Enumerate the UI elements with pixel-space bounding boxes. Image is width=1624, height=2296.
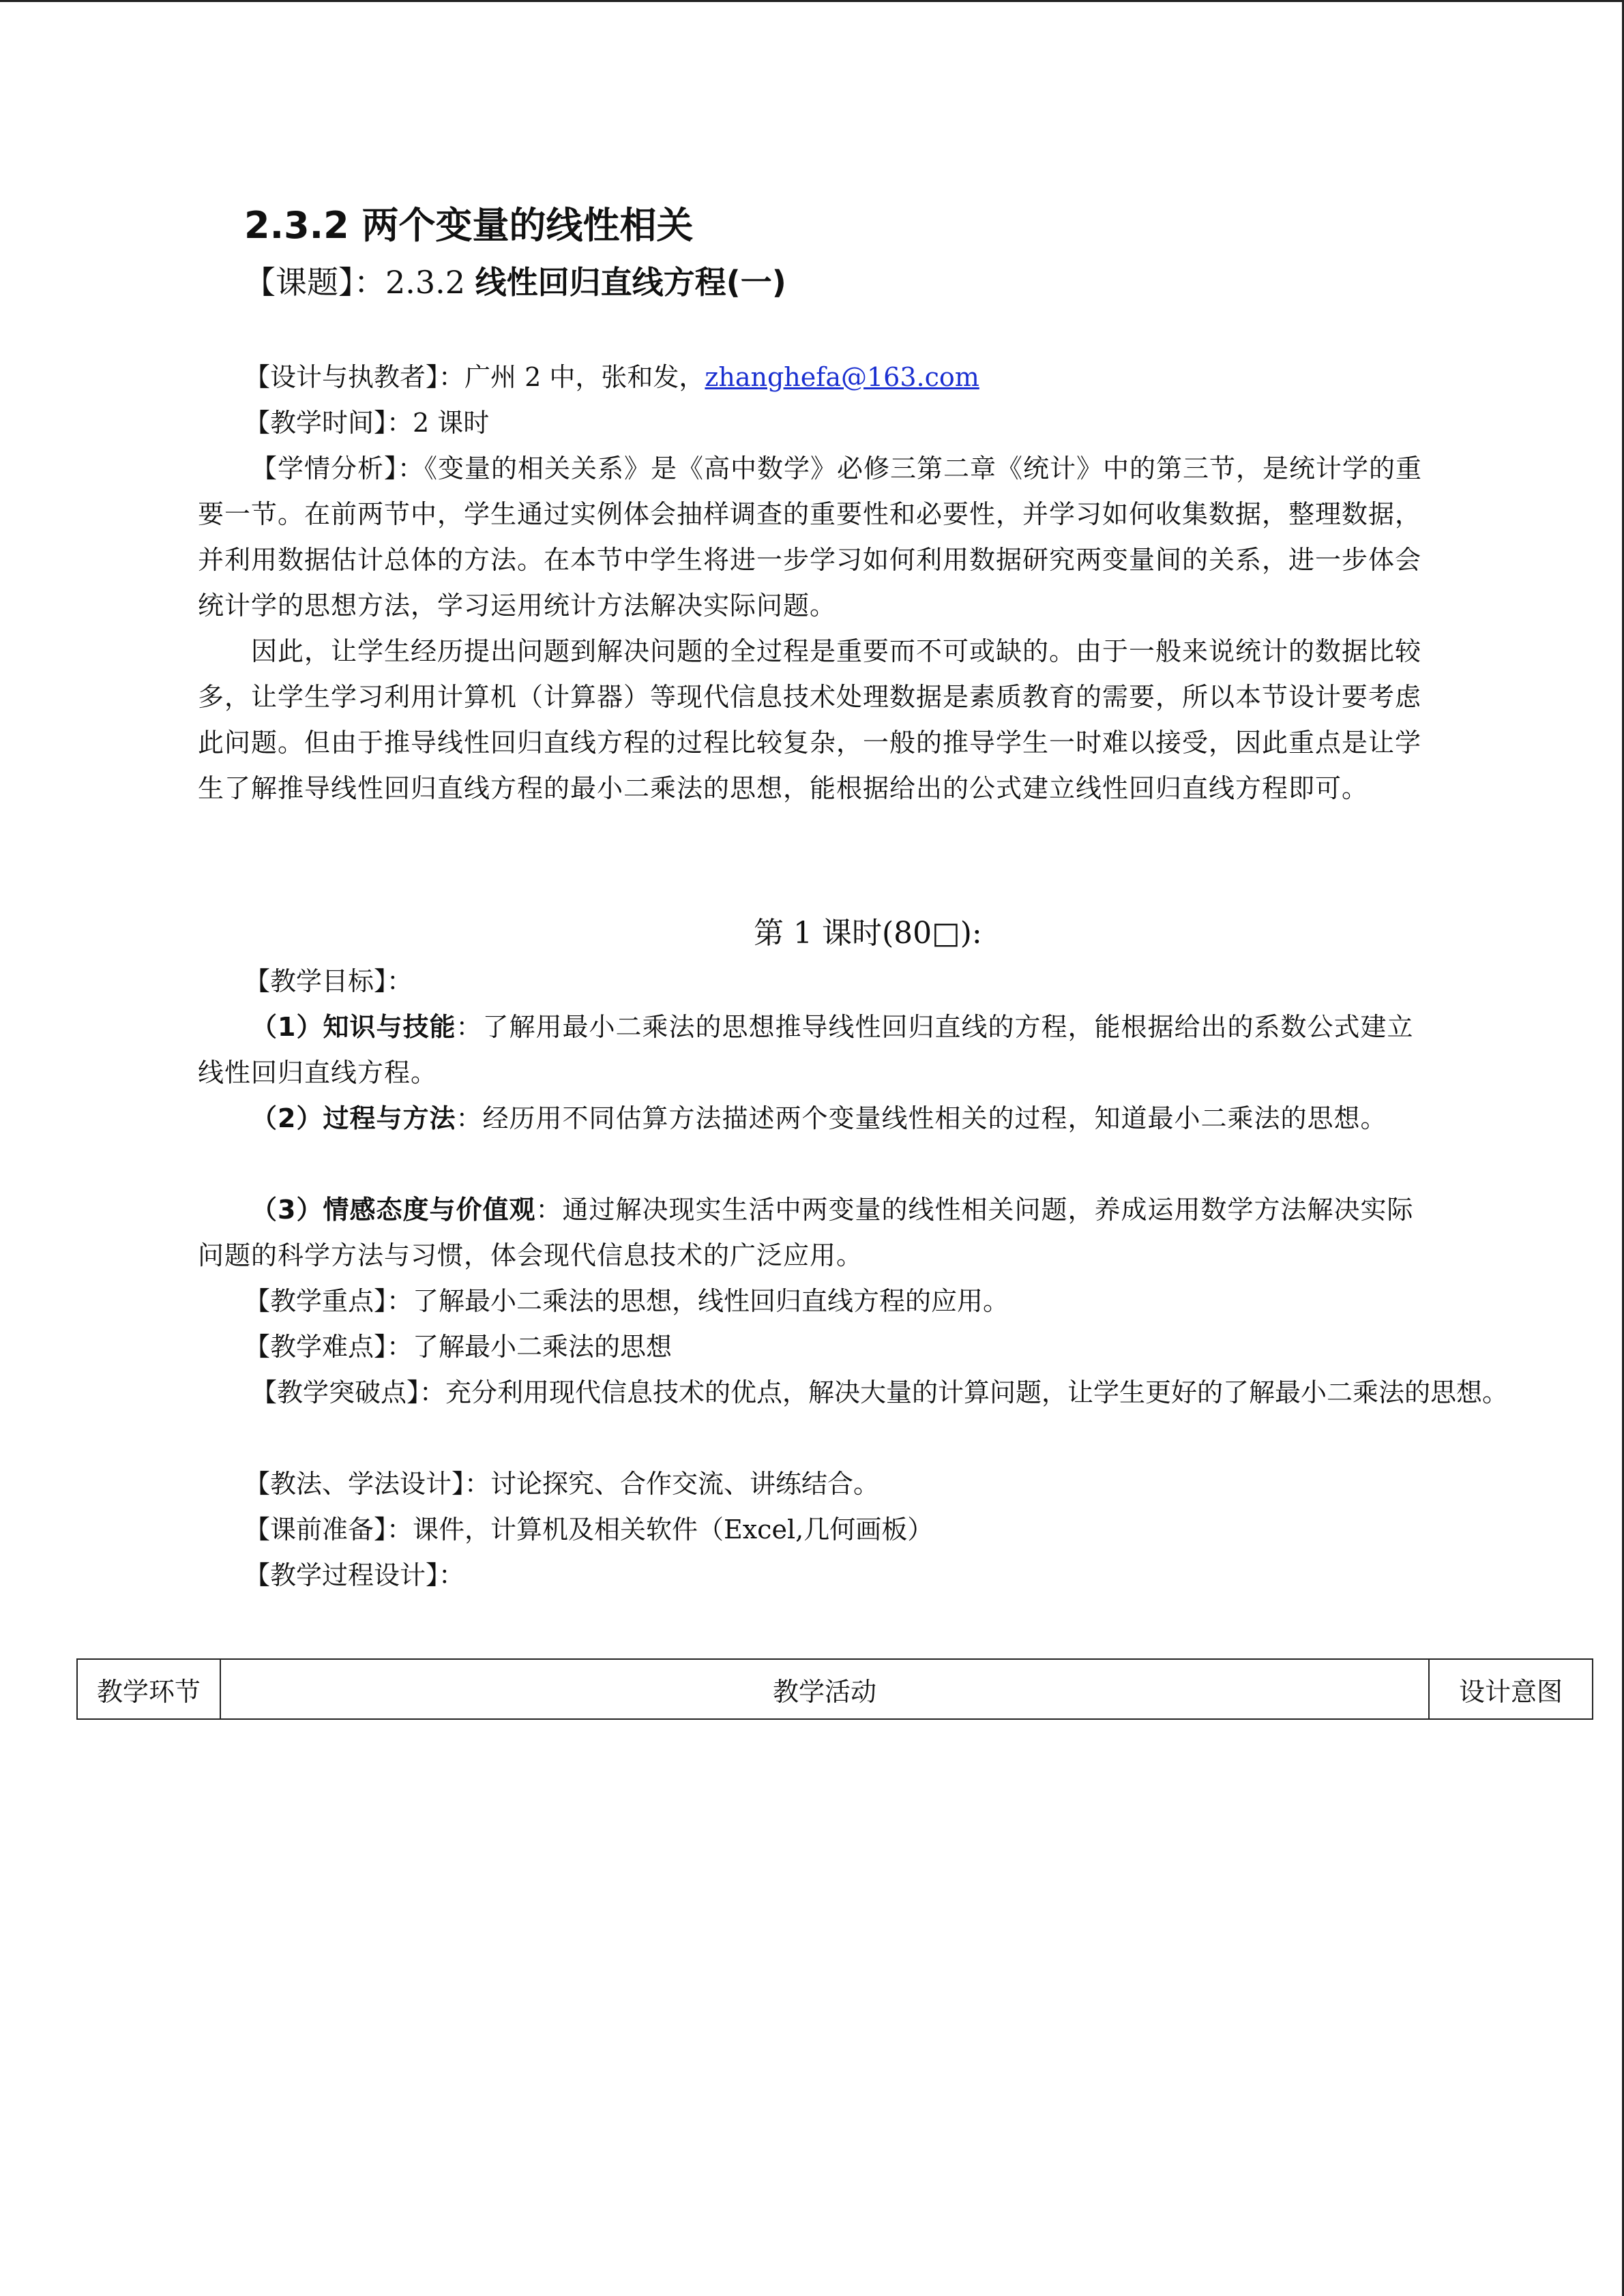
analysis-label: 【学情分析】： (251, 453, 425, 483)
objectives-label: 【教学目标】： (244, 966, 413, 996)
preparation-label: 【课前准备】： (244, 1515, 413, 1545)
breakthrough-label: 【教学突破点】： (251, 1377, 446, 1407)
preparation-line (244, 1507, 933, 1553)
table-header-activity: 教学活动 (220, 1659, 1429, 1719)
breakthrough-line (251, 1370, 1509, 1416)
process-label: 【教学过程设计】： (244, 1560, 465, 1590)
objective-text: ：通过解决现实生活中两变量的线性相关问题，养成运用数学方法解决实际问题的科学方法与习惯，体会现代信息技术的广泛应用。 (198, 1195, 1414, 1270)
table-header-intent: 设计意图 (1429, 1659, 1593, 1719)
designer-label: 【设计与执教者】： (244, 362, 465, 392)
table-header-stage: 教学环节 (77, 1659, 220, 1719)
objective-head: 过程与方法 (323, 1103, 456, 1133)
key-point-text: 了解最小二乘法的思想，线性回归直线方程的应用。 (413, 1286, 1009, 1316)
designer-text: 广州 2 中，张和发， (464, 362, 705, 392)
objective-item (198, 1096, 1426, 1142)
objective-num: （1） (251, 1012, 323, 1042)
method-text: 讨论探究、合作交流、讲练结合。 (490, 1469, 880, 1499)
analysis-paragraph-1 (198, 446, 1426, 629)
method-line (244, 1461, 879, 1507)
objective-text: ：经历用不同估算方法描述两个变量线性相关的过程，知道最小二乘法的思想。 (456, 1103, 1387, 1133)
analysis-text-1: 《变量的相关关系》是《高中数学》必修三第二章《统计》中的第三节，是统计学的重要一节。在前两节中，学生通过实例体会抽样调查的重要性和必要性，并学习如何收集数据，整理数据，并利用数据估计总体的方法。在本节中学生将进一步学习如何利用数据研究两变量间的关系，进一步体会统计学的思想方法，学习运用统计方法解决实际问题。 (198, 453, 1423, 621)
key-point-label: 【教学重点】： (244, 1286, 413, 1316)
difficulty-line (244, 1324, 672, 1370)
subject-text: 线性回归直线方程(一) (475, 264, 786, 301)
objective-head: 情感态度与价值观 (323, 1195, 536, 1225)
breakthrough-text: 充分利用现代信息技术的优点，解决大量的计算问题，让学生更好的了解最小二乘法的思想。 (445, 1377, 1509, 1407)
objective-text: ：了解用最小二乘法的思想推导线性回归直线的方程，能根据给出的系数公式建立线性回归直线方程。 (198, 1012, 1414, 1088)
subject-line (244, 258, 786, 303)
process-table (76, 1658, 1593, 1720)
objective-head: 知识与技能 (323, 1012, 456, 1042)
designer-line (244, 355, 979, 400)
designer-email-link[interactable]: zhanghefa@163.com (705, 362, 979, 392)
objective-item (198, 1187, 1426, 1279)
method-label: 【教法、学法设计】： (244, 1469, 491, 1499)
difficulty-text: 了解最小二乘法的思想 (413, 1332, 673, 1362)
time-label: 【教学时间】： (244, 408, 413, 438)
lesson-heading: 第 1 课时(80□): (754, 916, 982, 951)
subject-label: 【课题】：2.3.2 (244, 264, 475, 301)
section-title: 2.3.2 两个变量的线性相关 (244, 204, 694, 247)
table-header-row (77, 1659, 1593, 1719)
time-text: 2 课时 (413, 408, 490, 438)
key-point-line (244, 1279, 1009, 1324)
analysis-paragraph-2 (198, 629, 1426, 811)
difficulty-label: 【教学难点】： (244, 1332, 413, 1362)
analysis-text-2: 因此，让学生经历提出问题到解决问题的全过程是重要而不可或缺的。由于一般来说统计的数据比较多，让学生学习利用计算机（计算器）等现代信息技术处理数据是素质教育的需要，所以本节设计要考虑此问题。但由于推导线性回归直线方程的过程比较复杂，一般的推导学生一时难以接受，因此重点是让学生了解推导线性回归直线方程的最小二乘法的思想，能根据给出的公式建立线性回归直线方程即可。 (198, 636, 1422, 803)
preparation-text: 课件，计算机及相关软件（Excel,几何画板） (413, 1515, 934, 1545)
objective-num: （3） (251, 1195, 323, 1225)
time-line (244, 400, 489, 446)
page-border-top (0, 0, 1624, 2)
objective-item (198, 1004, 1426, 1096)
objective-num: （2） (251, 1103, 323, 1133)
